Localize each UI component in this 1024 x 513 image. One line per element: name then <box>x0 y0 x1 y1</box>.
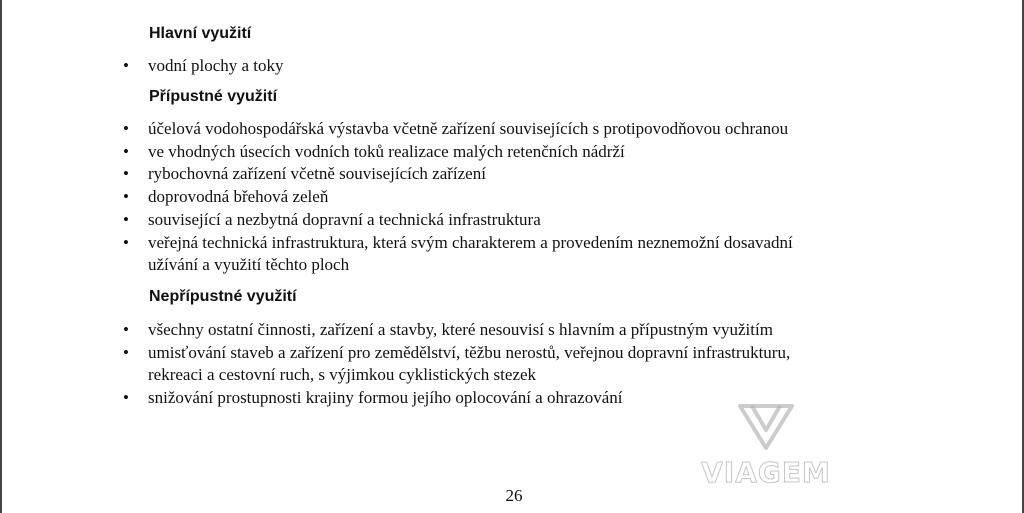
watermark-text: VIAGEM <box>701 456 831 489</box>
list-item: • vodní plochy a toky <box>2 55 888 78</box>
bullet-icon: • <box>123 119 129 138</box>
bullet-icon: • <box>123 388 129 408</box>
heading-nepripustne-vyuziti: Nepřípustné využití <box>149 288 297 305</box>
list-item: • účelová vodohospodářská výstavba včetně zařízení souvisejících s protipovodňovou ochranou <box>2 118 888 141</box>
bullet-icon: • <box>123 232 129 252</box>
list-item: • všechny ostatní činnosti, zařízení a stavby, které nesouvisí s hlavním a přípustným využitím <box>2 319 888 342</box>
heading-pripustne-vyuziti: Přípustné využití <box>149 88 278 105</box>
list-item: • umisťování staveb a zařízení pro zemědělství, těžbu nerostů, veřejnou dopravní infrastrukturu, rekreaci a cestovní ruch, s výjimkou cyklistických stezek <box>123 342 791 385</box>
list-item: • veřejná technická infrastruktura, která svým charakterem a provedením neznemožní dosavadní užívání a využití těchto ploch <box>123 232 793 275</box>
bullet-icon: • <box>123 187 129 207</box>
heading-hlavni-vyuziti: Hlavní využití <box>149 25 252 42</box>
list-item: • související a nezbytná dopravní a technická infrastruktura <box>2 209 888 232</box>
list-nepripustne-vyuziti <box>2 319 888 410</box>
list-item: • ve vhodných úsecích vodních toků realizace malých retenčních nádrží <box>2 141 888 164</box>
list-item: • doprovodná břehová zeleň <box>2 186 888 209</box>
page-number: 26 <box>505 486 523 505</box>
bullet-icon: • <box>123 56 129 75</box>
watermark <box>700 400 832 495</box>
list-pripustne-vyuziti <box>2 118 888 277</box>
list-hlavni-vyuziti <box>2 55 888 78</box>
list-item: • snižování prostupnosti krajiny formou jejího oplocování a ohrazování <box>2 387 888 410</box>
bullet-icon: • <box>123 342 129 362</box>
bullet-icon: • <box>123 141 129 161</box>
bullet-icon: • <box>123 320 129 339</box>
bullet-icon: • <box>123 209 129 229</box>
bullet-icon: • <box>123 164 129 184</box>
diamond-logo-icon <box>736 400 796 452</box>
list-item: • rybochovná zařízení včetně souvisejících zařízení <box>2 163 888 186</box>
